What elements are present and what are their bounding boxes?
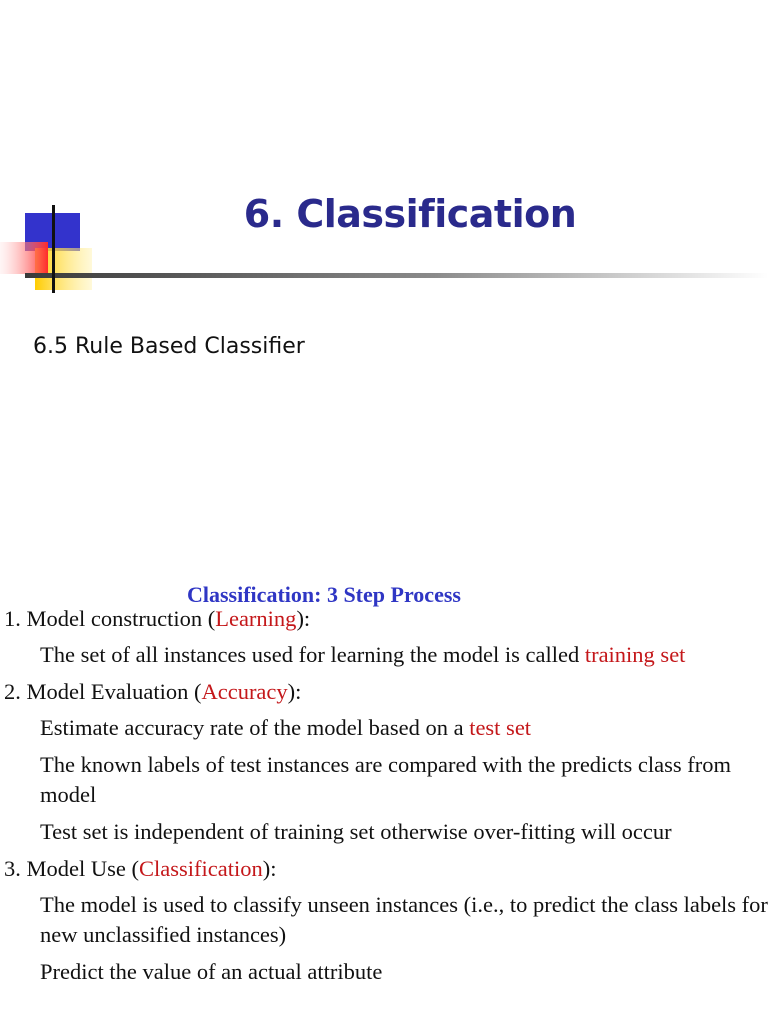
step-2-keyword: Accuracy	[201, 679, 288, 704]
step-1-keyword: Learning	[215, 606, 297, 631]
step-2-item-3: Test set is independent of training set otherwise over-fitting will occur	[40, 819, 672, 844]
step-2-item-1: Estimate accuracy rate of the model based on a test set	[40, 715, 532, 740]
deco-horizontal-rule	[25, 273, 768, 278]
section-heading: Classification: 3 Step Process	[187, 582, 461, 607]
training-set-term: training set	[584, 642, 686, 667]
step-3-item-1: The model is used to classify unseen instances (i.e., to predict the class labels for new unclassified instances)	[40, 892, 768, 947]
slide-title: 6. Classification	[243, 192, 577, 236]
step-3-heading: 3. Model Use (Classification):	[4, 856, 277, 881]
test-set-term: test set	[469, 715, 532, 740]
step-1-item-1: The set of all instances used for learning the model is called training set	[40, 642, 686, 667]
step-2-heading: 2. Model Evaluation (Accuracy):	[4, 679, 302, 704]
slide-subtitle: 6.5 Rule Based Classifier	[33, 334, 305, 359]
step-3-keyword: Classification	[138, 856, 263, 881]
deco-vertical-rule	[52, 205, 55, 293]
deco-red-bar	[0, 242, 48, 274]
step-2-item-2: The known labels of test instances are compared with the predicts class from model	[40, 752, 732, 807]
step-1-heading: 1. Model construction (Learning):	[4, 606, 311, 631]
slide-content	[0, 604, 768, 1004]
step-3-item-2: Predict the value of an actual attribute	[40, 959, 383, 984]
